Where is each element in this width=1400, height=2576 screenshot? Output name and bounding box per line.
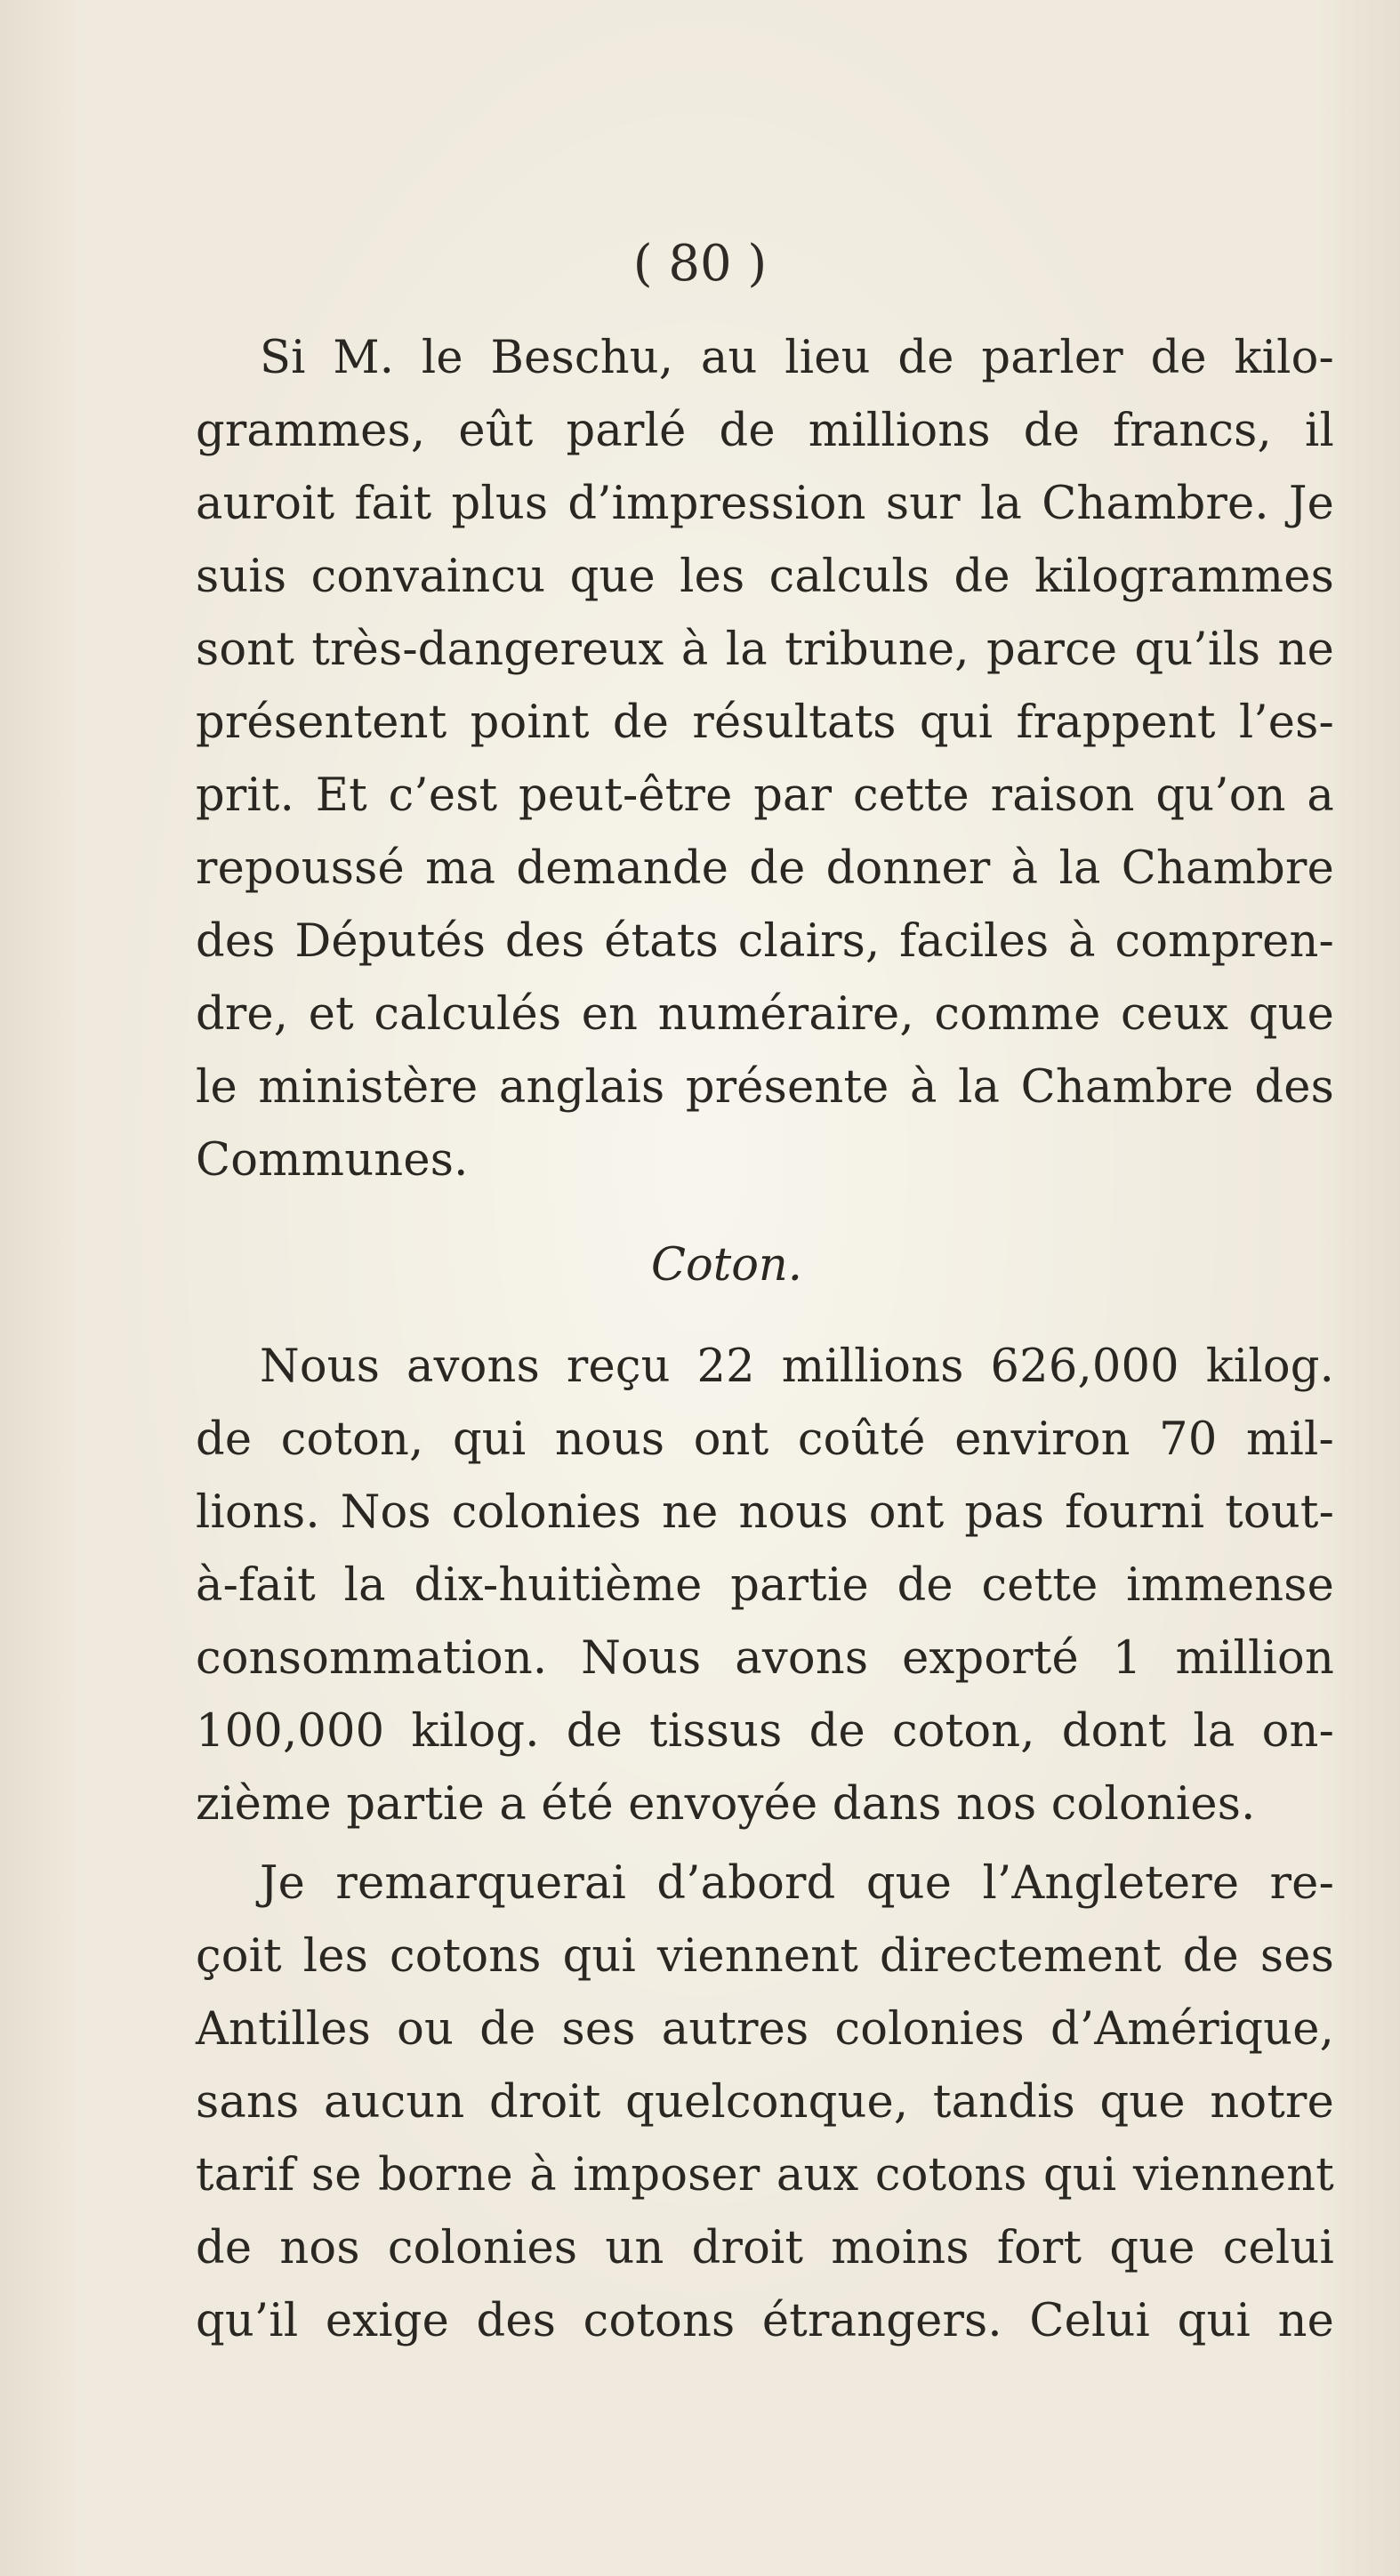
text-line: 100,000 kilog. de tissus de coton, dont la on- — [196, 1705, 1334, 1758]
paragraph-angleterre — [196, 1847, 1334, 2358]
page-number: ( 80 ) — [632, 235, 768, 293]
text-line: suis convaincu que les calculs de kilogrammes — [196, 551, 1334, 603]
text-line: présentent point de résultats qui frappent l’es- — [196, 696, 1334, 749]
text-line: qu’il exige des cotons étrangers. Celui qui ne — [196, 2295, 1334, 2347]
text-line: de nos colonies un droit moins fort que celui — [196, 2222, 1334, 2274]
text-line: dre, et calculés en numéraire, comme ceux que — [196, 988, 1334, 1041]
paragraph-intro — [196, 322, 1334, 1197]
text-line: auroit fait plus d’impression sur la Chambre. Je — [196, 478, 1334, 530]
text-line: repoussé ma demande de donner à la Chambre — [196, 842, 1334, 895]
text-line: tarif se borne à imposer aux cotons qui viennent — [196, 2149, 1334, 2202]
text-line: grammes, eût parlé de millions de francs, il — [196, 405, 1334, 457]
text-line: Communes. — [196, 1134, 469, 1187]
paragraph-coton — [196, 1331, 1334, 1841]
text-line: Antilles ou de ses autres colonies d’Amérique, — [196, 2003, 1334, 2056]
text-line: des Députés des états clairs, faciles à compren- — [196, 915, 1334, 968]
text-line: lions. Nos colonies ne nous ont pas fourni tout- — [196, 1486, 1334, 1539]
text-line: Si M. le Beschu, au lieu de parler de kilo- — [260, 332, 1334, 384]
text-line: zième partie a été envoyée dans nos colonies. — [196, 1778, 1256, 1831]
text-line: à-fait la dix-huitième partie de cette immense — [196, 1559, 1334, 1612]
text-line: sans aucun droit quelconque, tandis que notre — [196, 2076, 1334, 2129]
text-line: Nous avons reçu 22 millions 626,000 kilog. — [260, 1340, 1334, 1393]
text-line: consommation. Nous avons exporté 1 million — [196, 1632, 1334, 1685]
text-line: prit. Et c’est peut-être par cette raison qu’on a — [196, 769, 1334, 822]
text-line: sont très-dangereux à la tribune, parce qu’ils ne — [196, 624, 1334, 676]
text-line: çoit les cotons qui viennent directement de ses — [196, 1930, 1334, 1983]
text-line: Je remarquerai d’abord que l’Angletere re- — [260, 1857, 1334, 1910]
text-line: le ministère anglais présente à la Chambre des — [196, 1061, 1334, 1114]
section-title: Coton. — [651, 1239, 802, 1292]
text-line: de coton, qui nous ont coûté environ 70 mil- — [196, 1413, 1334, 1466]
